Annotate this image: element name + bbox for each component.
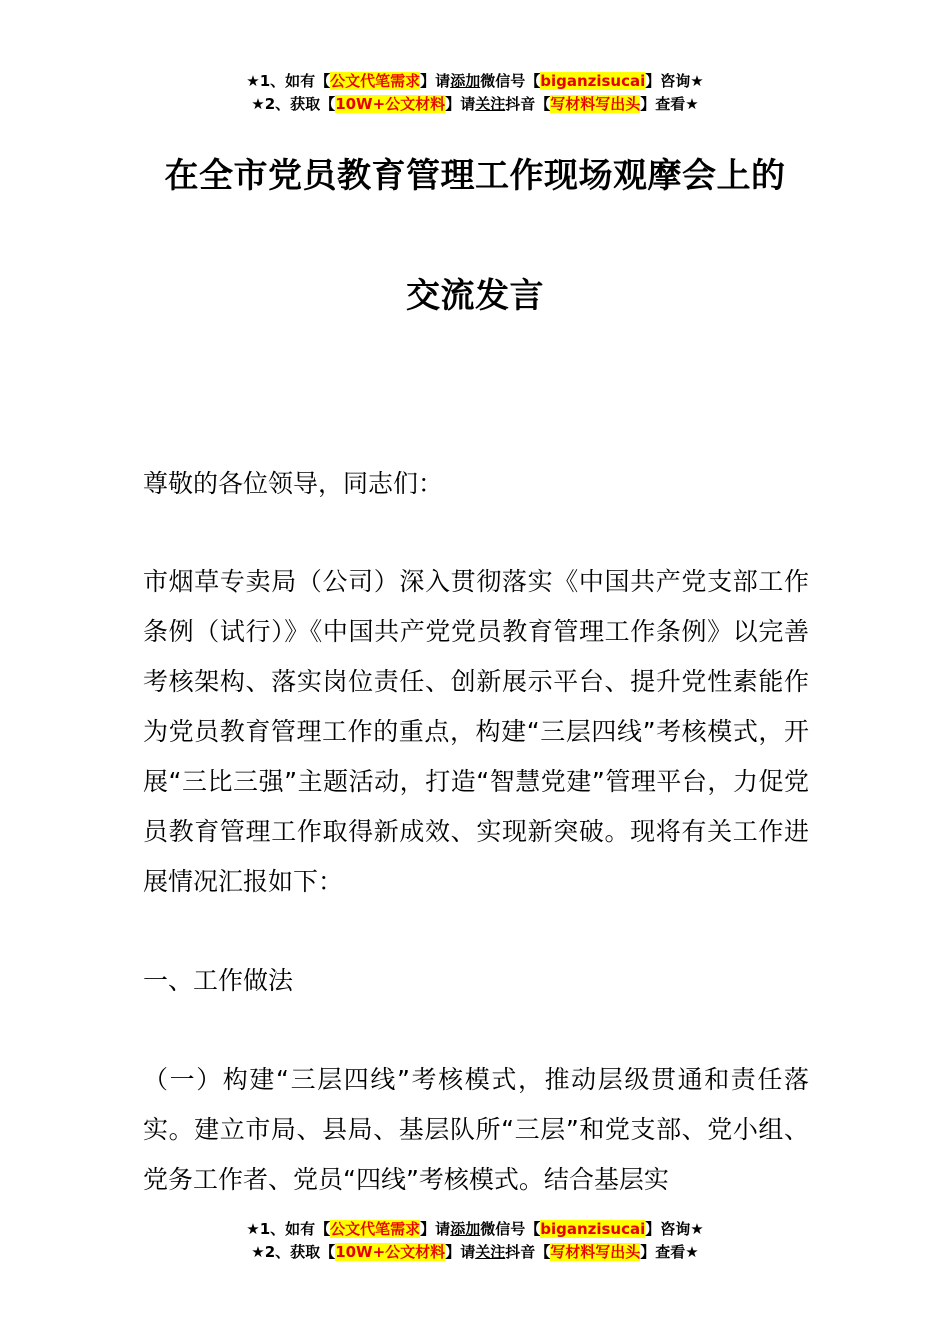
promo-line-1: [0, 1218, 950, 1241]
promo-text: 】请: [420, 72, 451, 90]
promo-text: 】查看★: [640, 95, 699, 113]
promo-highlight: 公文代笔需求: [330, 72, 421, 90]
promo-text: ★1、如有【: [246, 1220, 331, 1238]
body-paragraph-2: （一）构建“三层四线”考核模式，推动层级贯通和责任落实。建立市局、县局、基层队所“三层”和党支部、党小组、党务工作者、党员“四线”考核模式。结合基层实: [143, 1065, 809, 1194]
promo-line-1: [0, 70, 950, 93]
promo-banner-top: [0, 70, 950, 116]
promo-underline: 添加: [450, 72, 481, 90]
promo-text: 】请: [420, 1220, 451, 1238]
promo-line-2: [0, 93, 950, 116]
document-title-line-2: 交流发言: [406, 276, 544, 316]
section-heading-1: 一、工作做法: [143, 966, 294, 995]
promo-underline: 添加: [450, 1220, 481, 1238]
promo-text: 抖音【: [505, 1243, 551, 1261]
promo-line-2: [0, 1241, 950, 1264]
body-paragraph-1: 市烟草专卖局（公司）深入贯彻落实《中国共产党支部工作条例（试行）》《中国共产党党员教育管理工作条例》以完善考核架构、落实岗位责任、创新展示平台、提升党性素能作为党员教育管理工作的重点，构建“三层四线”考核模式，开展“三比三强”主题活动，打造“智慧党建”管理平台，力促党员教育管理工作取得新成效、实现新突破。现将有关工作进展情况汇报如下：: [143, 567, 809, 896]
promo-highlight: 写材料写出头: [550, 1243, 641, 1261]
promo-banner-bottom: [0, 1218, 950, 1264]
promo-highlight: 10W+公文材料: [335, 1243, 446, 1261]
promo-highlight: 10W+公文材料: [335, 95, 446, 113]
promo-text: 】咨询★: [645, 1220, 704, 1238]
promo-highlight: 公文代笔需求: [330, 1220, 421, 1238]
promo-text: 】咨询★: [645, 72, 704, 90]
promo-highlight: biganzisucai: [540, 72, 646, 90]
promo-highlight: biganzisucai: [540, 1220, 646, 1238]
document-title-line-1: 在全市党员教育管理工作现场观摩会上的: [164, 156, 786, 196]
promo-underline: 关注: [475, 95, 506, 113]
promo-text: 微信号【: [480, 1220, 541, 1238]
promo-text: ★1、如有【: [246, 72, 331, 90]
promo-text: 】查看★: [640, 1243, 699, 1261]
promo-text: 】请: [445, 1243, 476, 1261]
promo-underline: 关注: [475, 1243, 506, 1261]
promo-text: 抖音【: [505, 95, 551, 113]
promo-text: ★2、获取【: [251, 95, 336, 113]
promo-text: 】请: [445, 95, 476, 113]
promo-text: ★2、获取【: [251, 1243, 336, 1261]
promo-text: 微信号【: [480, 72, 541, 90]
salutation: 尊敬的各位领导，同志们：: [143, 469, 444, 498]
promo-highlight: 写材料写出头: [550, 95, 641, 113]
